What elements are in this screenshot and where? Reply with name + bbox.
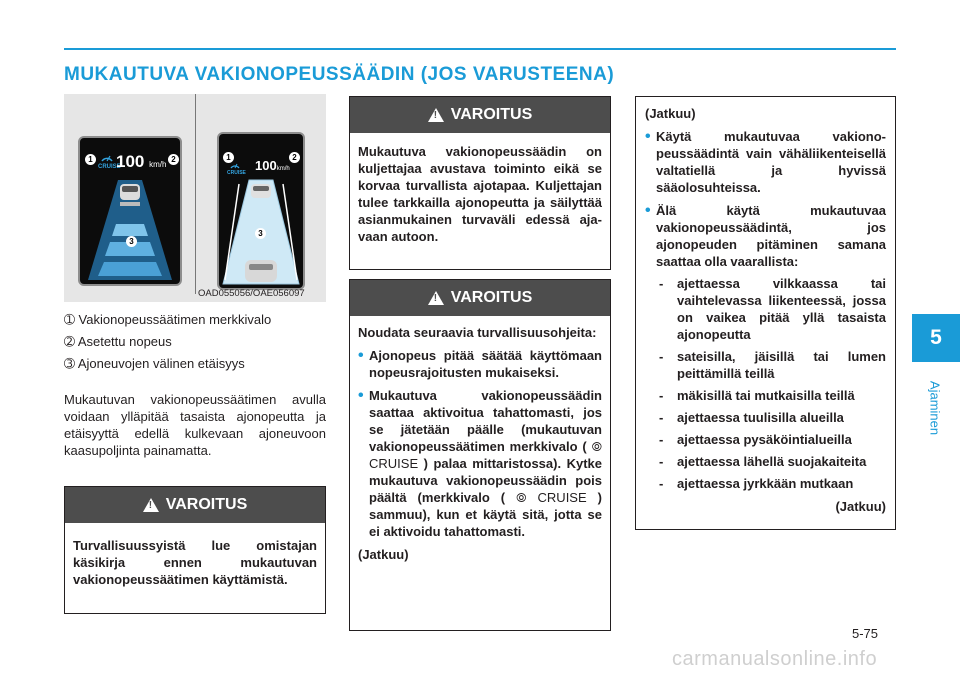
badge-3-left: 3: [126, 236, 137, 247]
speed-value-right: 100: [255, 158, 277, 173]
warning-header-3: [350, 280, 610, 316]
set-speed-readout-right: [255, 158, 290, 173]
cruise-gauge-icon: [100, 152, 114, 162]
bullet-2-part-b: ) palaa mittaristossa). Kytke mukautuva vakionopeussäädin pois päältä (merkkivalo (: [369, 456, 602, 505]
speed-value: 100: [116, 152, 145, 171]
watermark: carmanualsonline.info: [672, 648, 878, 670]
condition-item: - sateisilla, jäisillä tai lumen peittämillä teillä: [645, 348, 886, 382]
condition-item: - ajettaessa tuulisilla alueilla: [645, 409, 886, 426]
warning-title-1: VAROITUS: [165, 496, 248, 513]
badge-3-right: 3: [255, 228, 266, 239]
chapter-label-text: Ajaminen: [927, 380, 943, 436]
warning-title-3: VAROITUS: [450, 289, 533, 306]
warning-title-2: VAROITUS: [450, 106, 533, 123]
warning-icon: [143, 498, 159, 512]
condition-item: - ajettaessa vilkkaassa tai vaihtelevassa liikenteessä, jossa on vaikea pitää yllä tasaista ajonopeutta: [645, 275, 886, 343]
speed-unit: km/h: [149, 160, 167, 169]
cruise-inline-text-2: CRUISE: [537, 490, 587, 505]
warning-3-bullet-1: • Ajonopeus pitää säätää käyttömaan nopeusrajoitusten mukaiseksi.: [358, 347, 602, 381]
instrument-cluster-left: [78, 136, 182, 286]
legend-num-1: ➀: [64, 312, 75, 327]
bullet-2-part-a: Mukautuva vakionopeussäädin saattaa aktivoitua tahattomasti, jos se jätetään päälle (mukautuvan vakionopeussäätimen merkkivalo (: [369, 388, 602, 454]
figure-caption: OAD055056/OAE056097: [198, 288, 305, 299]
condition-item: - mäkisillä tai mutkaisilla teillä: [645, 387, 886, 404]
warning-body-3: [350, 316, 610, 571]
intro-paragraph: Mukautuvan vakionopeussäätimen avulla voidaan ylläpitää tasaista ajonopeutta ja etäisyyttä edellä kulkevaan ajoneuvoon kaasupoljinta painamatta.: [64, 392, 326, 458]
cruise-indicator-text: CRUISE: [98, 164, 121, 170]
warning-3-intro: Noudata seuraavia turvallisuusohjeita:: [358, 325, 597, 340]
legend-text-1: Vakionopeussäätimen merkkivalo: [78, 312, 272, 327]
cruise-inline-text-1: CRUISE: [369, 456, 419, 471]
cluster-figure: [64, 94, 326, 302]
cruise-indicator-icon: ⦾ CRUISE: [369, 439, 602, 471]
header-rule: [64, 48, 896, 50]
warning-body-2: Mukautuva vakionopeussäädin on kuljettajaa avustava toiminto eikä se korvaa turvallista ajotapaa. Kuljettajan tulee tarkkailla ajonopeutta ja säilyttää asianmukainen turvaväli edessä ajavaan autoon.: [358, 144, 602, 244]
continued-box: [635, 96, 896, 530]
badge-1: 1: [85, 154, 96, 165]
warning-icon: [428, 291, 444, 305]
warning-box-2: [349, 96, 611, 270]
right-bullet-1: • Käytä mukautuvaa vakionopeussäädintä vain vähäliikenteisellä valtatiellä ja hyvissä sääolosuhteissa.: [645, 128, 886, 196]
section-title: MUKAUTUVA VAKIONOPEUSSÄÄDIN (JOS VARUSTEENA): [64, 64, 615, 85]
road-distance-graphic: [80, 176, 180, 284]
warning-3-continued: (Jatkuu): [358, 547, 409, 562]
warning-icon: [428, 108, 444, 122]
figure-divider: [195, 94, 196, 294]
legend-item-1: [64, 312, 271, 328]
cruise-gauge-icon-right: [229, 160, 241, 169]
badge-1-right: 1: [223, 152, 234, 163]
legend-num-3: ➂: [64, 356, 75, 371]
warning-header-1: [65, 487, 325, 523]
badge-2-right: 2: [289, 152, 300, 163]
instrument-cluster-right: [217, 132, 305, 290]
legend-num-2: ➁: [64, 334, 75, 349]
right-box-continued: (Jatkuu): [835, 499, 886, 514]
cruise-indicator-icon: ⦾ CRUISE: [516, 490, 587, 505]
speed-unit-right: km/h: [276, 166, 290, 172]
warning-header-2: [350, 97, 610, 133]
cruise-indicator-text-right: CRUISE: [227, 170, 246, 176]
legend-item-2: [64, 334, 172, 350]
continued-header: (Jatkuu): [645, 106, 696, 121]
legend-text-2: Asetettu nopeus: [77, 334, 172, 349]
condition-item: - ajettaessa lähellä suojakaiteita: [645, 453, 886, 470]
chapter-label: [924, 372, 946, 444]
legend-item-3: [64, 356, 245, 372]
set-speed-readout: [116, 152, 166, 172]
condition-item: - ajettaessa pysäköintialueilla: [645, 431, 886, 448]
warning-body-1: Turvallisuussyistä lue omistajan käsikirja ennen mukautuvan vakionopeussäätimen käyttämistä.: [73, 538, 317, 587]
warning-box-1: [64, 486, 326, 614]
legend-text-3: Ajoneuvojen välinen etäisyys: [77, 356, 245, 371]
warning-box-3: [349, 279, 611, 631]
bullet-2-part-c: ) sammuu), kun et käytä sitä, jotta se ei aktivoidu tahattomasti.: [369, 490, 602, 539]
condition-item: - ajettaessa jyrkkään mutkaan: [645, 475, 886, 492]
warning-3-bullet-2: [358, 387, 602, 540]
page-number: 5-75: [852, 626, 879, 641]
chapter-tab[interactable]: 5: [912, 314, 960, 362]
right-bullet-2: • Älä käytä mukautuvaa vakionopeussäädintä, jos ajonopeuden pitäminen samana saattaa olla vaarallista:: [645, 202, 886, 270]
badge-2: 2: [168, 154, 179, 165]
